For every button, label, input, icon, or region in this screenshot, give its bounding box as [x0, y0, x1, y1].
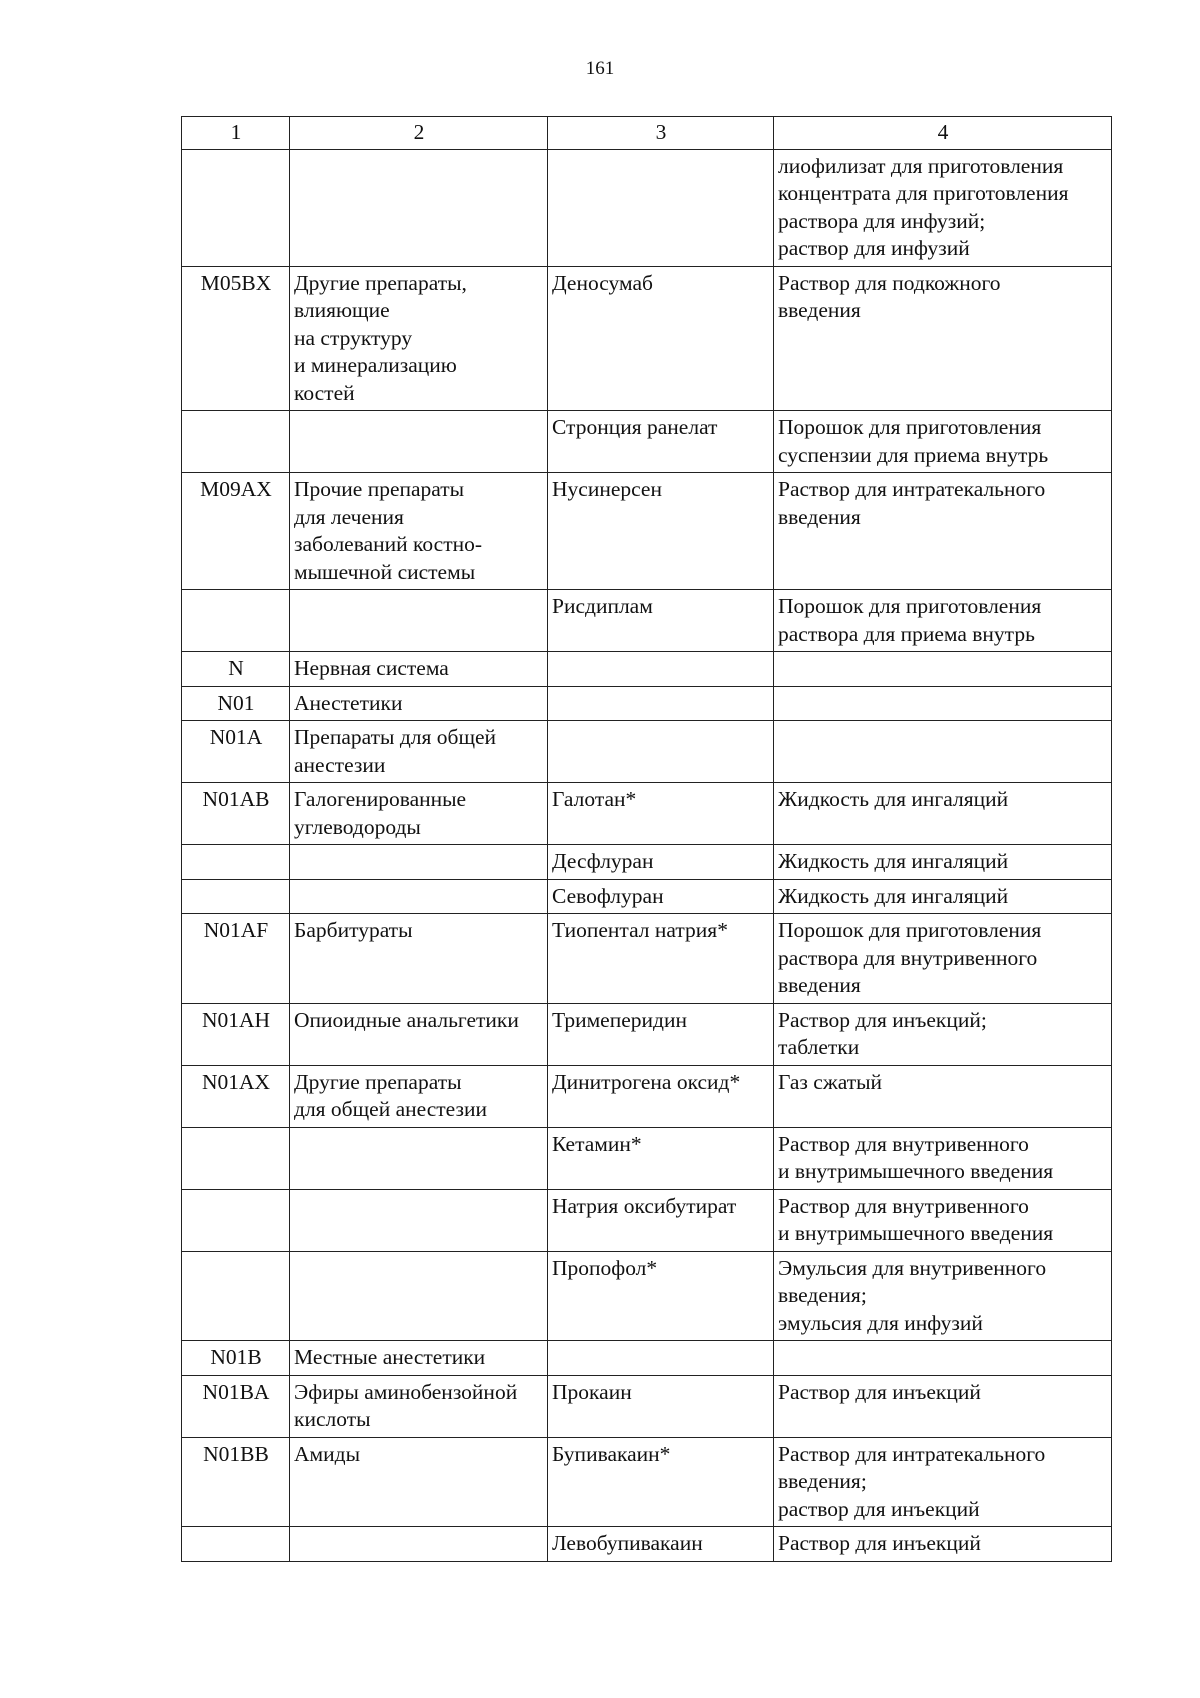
dosage-form-cell — [774, 1341, 1112, 1376]
dosage-form-cell: Газ сжатый — [774, 1065, 1112, 1127]
atc-code-cell: N01BB — [182, 1437, 290, 1527]
atc-code-cell — [182, 1527, 290, 1562]
dosage-form-cell — [774, 721, 1112, 783]
drug-name-cell: Тримеперидин — [548, 1003, 774, 1065]
group-name-cell — [290, 1127, 548, 1189]
table-row — [182, 1341, 1112, 1376]
drug-name-cell — [548, 652, 774, 687]
table-row — [182, 1003, 1112, 1065]
drug-table — [181, 116, 1112, 1562]
atc-code-cell — [182, 879, 290, 914]
table-row — [182, 914, 1112, 1004]
dosage-form-cell: Раствор для подкожного введения — [774, 266, 1112, 411]
header-cell: 4 — [774, 117, 1112, 150]
table-row — [182, 783, 1112, 845]
dosage-form-cell — [774, 686, 1112, 721]
atc-code-cell: N01BA — [182, 1375, 290, 1437]
group-name-cell: Амиды — [290, 1437, 548, 1527]
drug-name-cell: Тиопентал натрия* — [548, 914, 774, 1004]
dosage-form-cell: Раствор для внутривенного и внутримышечного введения — [774, 1189, 1112, 1251]
atc-code-cell — [182, 1127, 290, 1189]
drug-name-cell — [548, 1341, 774, 1376]
group-name-cell: Другие препараты для общей анестезии — [290, 1065, 548, 1127]
table-row — [182, 149, 1112, 266]
atc-code-cell — [182, 590, 290, 652]
atc-code-cell: N01AB — [182, 783, 290, 845]
dosage-form-cell: Порошок для приготовления раствора для приема внутрь — [774, 590, 1112, 652]
group-name-cell — [290, 590, 548, 652]
group-name-cell: Анестетики — [290, 686, 548, 721]
table-row — [182, 411, 1112, 473]
drug-name-cell: Севофлуран — [548, 879, 774, 914]
dosage-form-cell: Раствор для интратекального введения — [774, 473, 1112, 590]
drug-name-cell — [548, 721, 774, 783]
group-name-cell — [290, 1251, 548, 1341]
dosage-form-cell: Эмульсия для внутривенного введения; эмульсия для инфузий — [774, 1251, 1112, 1341]
dosage-form-cell: Раствор для интратекального введения; раствор для инъекций — [774, 1437, 1112, 1527]
drug-name-cell: Стронция ранелат — [548, 411, 774, 473]
dosage-form-cell: Раствор для инъекций — [774, 1375, 1112, 1437]
table-row — [182, 266, 1112, 411]
page-number: 161 — [585, 58, 615, 79]
dosage-form-cell: Жидкость для ингаляций — [774, 845, 1112, 880]
group-name-cell — [290, 149, 548, 266]
drug-name-cell: Прокаин — [548, 1375, 774, 1437]
group-name-cell — [290, 879, 548, 914]
table-row — [182, 1527, 1112, 1562]
dosage-form-cell: Порошок для приготовления раствора для внутривенного введения — [774, 914, 1112, 1004]
atc-code-cell: M05BX — [182, 266, 290, 411]
drug-name-cell: Нусинерсен — [548, 473, 774, 590]
atc-code-cell — [182, 1251, 290, 1341]
table-row — [182, 473, 1112, 590]
drug-name-cell: Рисдиплам — [548, 590, 774, 652]
table-row — [182, 1189, 1112, 1251]
dosage-form-cell: Жидкость для ингаляций — [774, 783, 1112, 845]
header-cell: 1 — [182, 117, 290, 150]
atc-code-cell — [182, 1189, 290, 1251]
table-header-row — [182, 117, 1112, 150]
group-name-cell: Местные анестетики — [290, 1341, 548, 1376]
group-name-cell: Препараты для общей анестезии — [290, 721, 548, 783]
atc-code-cell: N — [182, 652, 290, 687]
group-name-cell — [290, 411, 548, 473]
drug-name-cell: Левобупивакаин — [548, 1527, 774, 1562]
drug-name-cell: Бупивакаин* — [548, 1437, 774, 1527]
group-name-cell: Галогенированные углеводороды — [290, 783, 548, 845]
table-row — [182, 879, 1112, 914]
dosage-form-cell: Раствор для внутривенного и внутримышечного введения — [774, 1127, 1112, 1189]
drug-name-cell: Натрия оксибутират — [548, 1189, 774, 1251]
dosage-form-cell — [774, 652, 1112, 687]
group-name-cell: Прочие препараты для лечения заболеваний костно- мышечной системы — [290, 473, 548, 590]
group-name-cell: Барбитураты — [290, 914, 548, 1004]
dosage-form-cell: Раствор для инъекций; таблетки — [774, 1003, 1112, 1065]
table-row — [182, 845, 1112, 880]
table-row — [182, 1375, 1112, 1437]
group-name-cell: Эфиры аминобензойной кислоты — [290, 1375, 548, 1437]
group-name-cell: Опиоидные анальгетики — [290, 1003, 548, 1065]
table-row — [182, 1251, 1112, 1341]
dosage-form-cell: Жидкость для ингаляций — [774, 879, 1112, 914]
table-row — [182, 686, 1112, 721]
group-name-cell — [290, 1189, 548, 1251]
drug-name-cell: Деносумаб — [548, 266, 774, 411]
table-row — [182, 1065, 1112, 1127]
drug-name-cell: Десфлуран — [548, 845, 774, 880]
drug-name-cell: Галотан* — [548, 783, 774, 845]
atc-code-cell — [182, 411, 290, 473]
table-row — [182, 652, 1112, 687]
drug-name-cell: Динитрогена оксид* — [548, 1065, 774, 1127]
atc-code-cell: N01AF — [182, 914, 290, 1004]
atc-code-cell — [182, 845, 290, 880]
drug-name-cell — [548, 686, 774, 721]
table-row — [182, 1437, 1112, 1527]
header-cell: 3 — [548, 117, 774, 150]
group-name-cell — [290, 1527, 548, 1562]
group-name-cell — [290, 845, 548, 880]
atc-code-cell: N01B — [182, 1341, 290, 1376]
drug-name-cell — [548, 149, 774, 266]
header-cell: 2 — [290, 117, 548, 150]
dosage-form-cell: Раствор для инъекций — [774, 1527, 1112, 1562]
dosage-form-cell: лиофилизат для приготовления концентрата для приготовления раствора для инфузий; раствор для инфузий — [774, 149, 1112, 266]
table-body — [182, 117, 1112, 1562]
group-name-cell: Нервная система — [290, 652, 548, 687]
table-row — [182, 590, 1112, 652]
atc-code-cell: M09AX — [182, 473, 290, 590]
atc-code-cell: N01AX — [182, 1065, 290, 1127]
atc-code-cell: N01A — [182, 721, 290, 783]
atc-code-cell: N01 — [182, 686, 290, 721]
drug-name-cell: Кетамин* — [548, 1127, 774, 1189]
group-name-cell: Другие препараты, влияющие на структуру и минерализацию костей — [290, 266, 548, 411]
table-row — [182, 721, 1112, 783]
table-row — [182, 1127, 1112, 1189]
atc-code-cell: N01AH — [182, 1003, 290, 1065]
atc-code-cell — [182, 149, 290, 266]
drug-name-cell: Пропофол* — [548, 1251, 774, 1341]
dosage-form-cell: Порошок для приготовления суспензии для приема внутрь — [774, 411, 1112, 473]
